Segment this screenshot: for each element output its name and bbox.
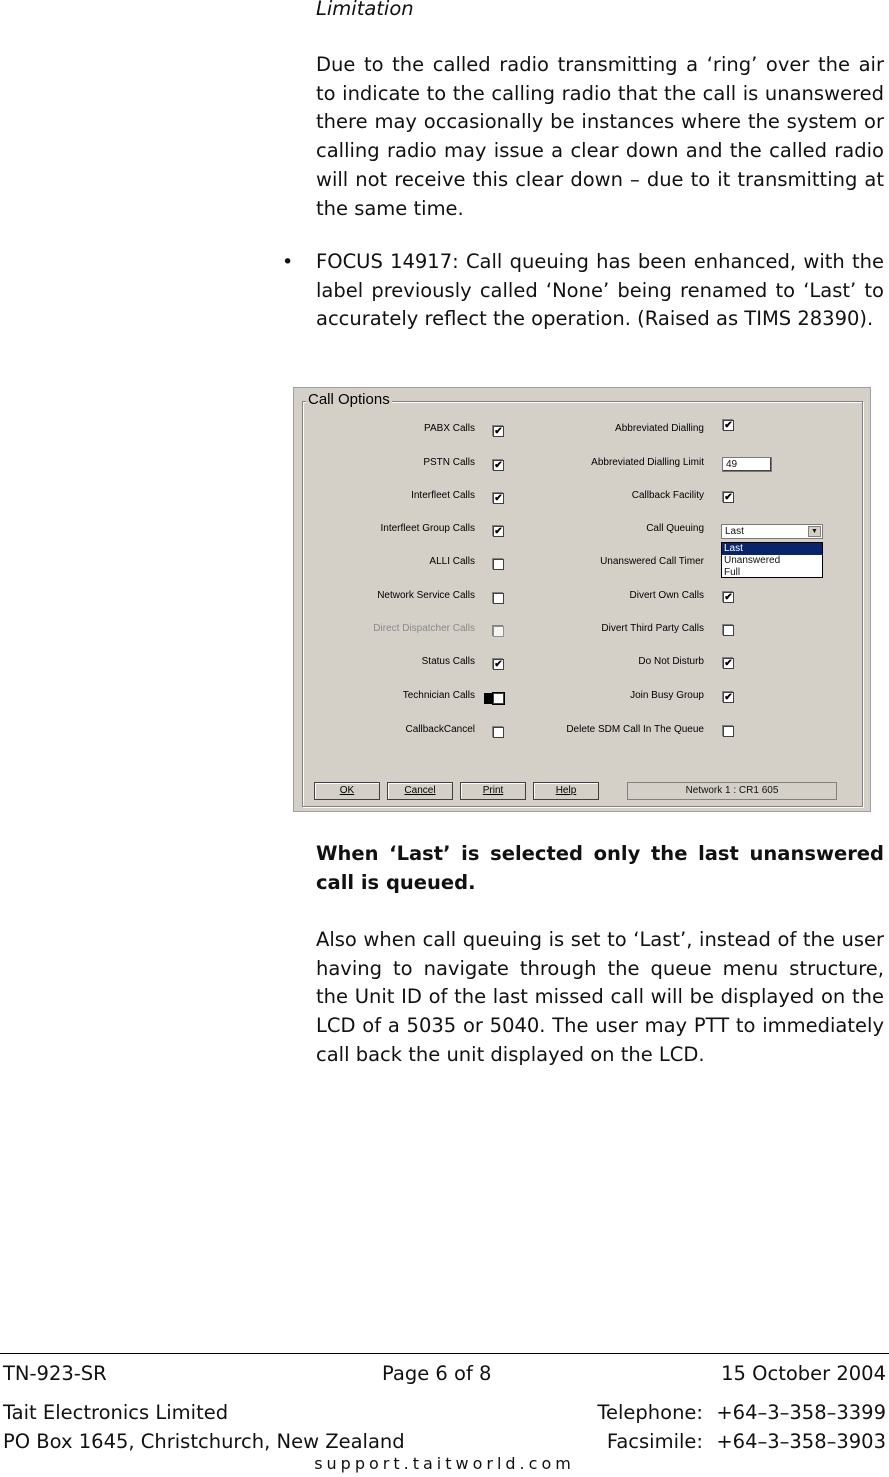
- section-heading: Limitation: [316, 0, 414, 20]
- footer-page-number: Page 6 of 8: [382, 1362, 492, 1385]
- direct-dispatcher-calls-checkbox: [493, 626, 504, 637]
- pstn-calls-label: PSTN Calls: [423, 457, 475, 468]
- divert-own-calls-checkbox[interactable]: ✔: [724, 592, 733, 603]
- call-queuing-dropdown: [721, 542, 823, 578]
- abbreviated-dialling-checkbox[interactable]: ✔: [724, 420, 733, 431]
- call-options-dialog: [293, 387, 871, 812]
- footer-divider: [0, 1353, 889, 1354]
- footer-telephone: +64–3–358–3399: [716, 1401, 886, 1424]
- abbreviated-dialling-limit-input[interactable]: 49: [722, 457, 772, 472]
- groupbox-title: Call Options: [308, 391, 390, 408]
- dropdown-option-full[interactable]: Full: [724, 567, 741, 578]
- technician-calls-checkbox[interactable]: [493, 693, 504, 704]
- do-not-disturb-label: Do Not Disturb: [638, 656, 704, 667]
- footer-telephone-label: Telephone:: [597, 1401, 703, 1424]
- direct-dispatcher-calls-label: Direct Dispatcher Calls: [373, 623, 475, 634]
- callbackcancel-label: CallbackCancel: [405, 724, 475, 735]
- pstn-calls-checkbox[interactable]: ✔: [494, 460, 503, 471]
- interfleet-group-calls-label: Interfleet Group Calls: [380, 523, 475, 534]
- alli-calls-checkbox[interactable]: [493, 559, 504, 570]
- footer-website: support.taitworld.com: [314, 1454, 575, 1473]
- bold-note-paragraph: When ‘Last’ is selected only the last unanswered call is queued.: [316, 842, 884, 894]
- unanswered-call-timer-label: Unanswered Call Timer: [600, 556, 704, 567]
- interfleet-group-calls-checkbox[interactable]: ✔: [494, 526, 503, 537]
- footer-facsimile-label: Facsimile:: [606, 1430, 703, 1453]
- abbreviated-dialling-label: Abbreviated Dialling: [615, 423, 704, 434]
- bullet-paragraph: FOCUS 14917: Call queuing has been enhanced, with the label previously called ‘None’ being renamed to ‘Last’ to accurately reflect the operation. (Raised as TIMS 28390).: [316, 250, 884, 331]
- status-calls-label: Status Calls: [421, 656, 475, 667]
- bullet-marker: •: [282, 251, 294, 273]
- footer-date: 15 October 2004: [721, 1362, 886, 1385]
- callback-facility-label: Callback Facility: [631, 490, 704, 501]
- interfleet-calls-checkbox[interactable]: ✔: [494, 493, 503, 504]
- help-button[interactable]: Help: [533, 782, 599, 800]
- call-queuing-value: Last: [725, 526, 744, 537]
- callback-facility-checkbox[interactable]: ✔: [724, 492, 733, 503]
- pabx-calls-checkbox[interactable]: ✔: [494, 426, 503, 437]
- pabx-calls-label: PABX Calls: [424, 423, 475, 434]
- ok-button[interactable]: OK: [314, 782, 380, 800]
- footer-doc-id: TN-923-SR: [3, 1362, 107, 1385]
- print-button[interactable]: Print: [460, 782, 526, 800]
- delete-sdm-call-label: Delete SDM Call In The Queue: [566, 724, 704, 735]
- divert-third-party-calls-checkbox[interactable]: [723, 625, 734, 636]
- network-service-calls-checkbox[interactable]: [493, 593, 504, 604]
- network-status: Network 1 : CR1 605: [627, 782, 837, 800]
- abbreviated-dialling-limit-label: Abbreviated Dialling Limit: [591, 457, 704, 468]
- dropdown-option-unanswered[interactable]: Unanswered: [724, 555, 781, 566]
- network-service-calls-label: Network Service Calls: [377, 590, 475, 601]
- limitation-paragraph: Due to the called radio transmitting a ‘ring’ over the air to indicate to the calling radio that the call is unanswered there may occasionally be instances where the system or calling radio may issue a clear down and the called radio will not receive this clear down – due to it transmitting at the same time.: [316, 53, 884, 220]
- cancel-button[interactable]: Cancel: [387, 782, 453, 800]
- dropdown-option-last[interactable]: Last: [722, 543, 822, 555]
- interfleet-calls-label: Interfleet Calls: [411, 490, 475, 501]
- callbackcancel-checkbox[interactable]: [493, 727, 504, 738]
- status-calls-checkbox[interactable]: ✔: [494, 659, 503, 670]
- call-queuing-label: Call Queuing: [646, 523, 704, 534]
- call-queuing-select[interactable]: [721, 524, 823, 539]
- join-busy-group-label: Join Busy Group: [630, 690, 704, 701]
- alli-calls-label: ALLI Calls: [429, 556, 475, 567]
- call-options-groupbox: [302, 401, 863, 807]
- divert-third-party-calls-label: Divert Third Party Calls: [601, 623, 704, 634]
- join-busy-group-checkbox[interactable]: ✔: [724, 692, 733, 703]
- also-paragraph: Also when call queuing is set to ‘Last’, instead of the user having to navigate through the queue menu structure, the Unit ID of the last missed call will be displayed on the LCD of a 5035 or 5040. The user may PTT to immediately call back the unit displayed on the LCD.: [316, 928, 884, 1066]
- footer-address: PO Box 1645, Christchurch, New Zealand: [3, 1430, 405, 1453]
- do-not-disturb-checkbox[interactable]: ✔: [724, 658, 733, 669]
- footer-company: Tait Electronics Limited: [3, 1401, 229, 1424]
- divert-own-calls-label: Divert Own Calls: [629, 590, 704, 601]
- delete-sdm-call-checkbox[interactable]: [723, 726, 734, 737]
- technician-calls-label: Technician Calls: [402, 690, 475, 701]
- footer-facsimile: +64–3–358–3903: [716, 1430, 886, 1453]
- chevron-down-icon[interactable]: ▼: [808, 526, 821, 537]
